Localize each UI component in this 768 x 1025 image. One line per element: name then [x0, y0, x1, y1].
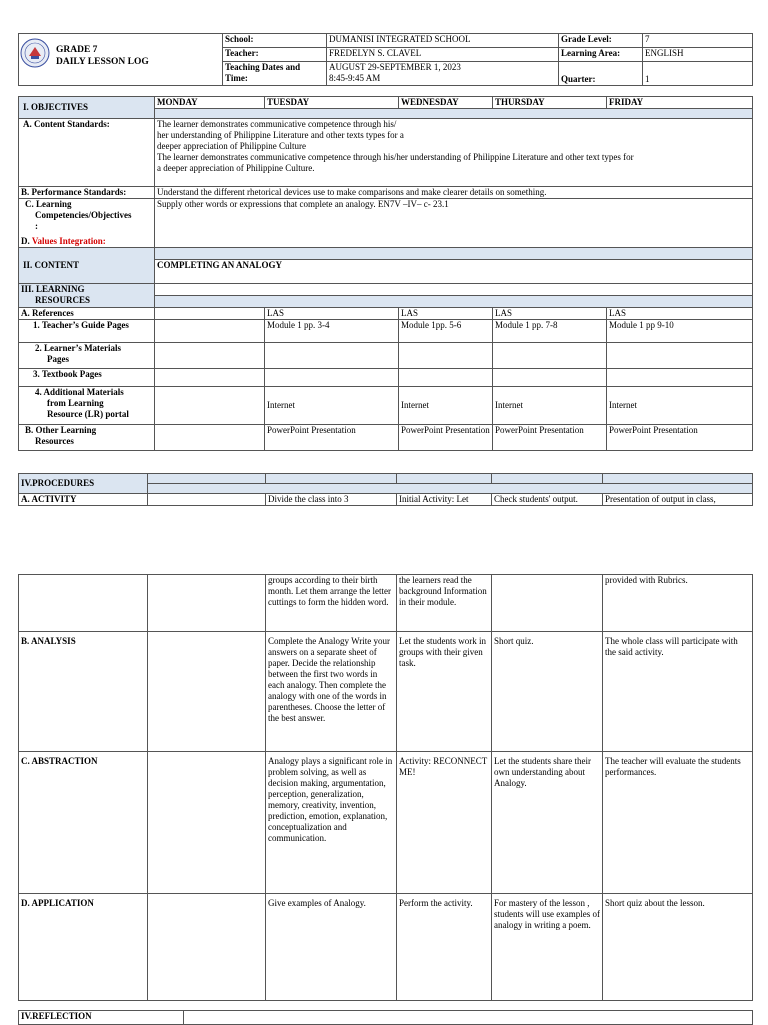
additional-mon: [155, 387, 265, 425]
procedures-band: [148, 484, 753, 494]
resources-heading: [19, 284, 155, 308]
additional-label-line: Resource (LR) portal: [47, 409, 129, 419]
proc-head-mon: [148, 474, 266, 484]
lm-wed: [399, 343, 493, 369]
quarter-label: Quarter:: [559, 62, 643, 86]
additional-wed: Internet: [399, 387, 493, 425]
dates-value: [327, 62, 559, 86]
content-band: [155, 248, 753, 260]
abstraction-fri: The teacher will evaluate the students performances.: [603, 752, 753, 894]
tb-wed: [399, 369, 493, 387]
tb-thu: [493, 369, 607, 387]
tg-label: 1. Teacher’s Guide Pages: [19, 320, 155, 343]
tg-tue: Module 1 pp. 3-4: [265, 320, 399, 343]
lm-mon: [155, 343, 265, 369]
lm-fri: [607, 343, 753, 369]
references-fri: LAS: [607, 308, 753, 320]
other-resources-label-line: Resources: [35, 436, 74, 446]
tb-label: 3. Textbook Pages: [19, 369, 155, 387]
proc-head-wed: [397, 474, 492, 484]
additional-label-line: from Learning: [47, 398, 104, 408]
objectives-heading: I. OBJECTIVES: [19, 97, 155, 119]
objectives-band: [155, 109, 753, 119]
performance-standards-label: B. Performance Standards:: [19, 187, 155, 199]
content-line: The learner demonstrates communicative competence through his/: [157, 119, 397, 129]
tg-thu: Module 1 pp. 7-8: [493, 320, 607, 343]
application-tue: Give examples of Analogy.: [266, 894, 397, 1001]
lesson-table-top: [18, 96, 753, 451]
grade-label: Grade Level:: [559, 34, 643, 48]
content-value: COMPLETING AN ANALOGY: [155, 260, 753, 284]
content-standards-value: [155, 119, 753, 187]
analysis-mon: [148, 632, 266, 752]
area-value: ENGLISH: [643, 48, 753, 62]
header-info-table: [18, 33, 753, 86]
lm-label-line: 2. Learner’s Materials: [35, 343, 122, 353]
competencies-label-line: C. Learning: [25, 199, 72, 209]
lm-thu: [493, 343, 607, 369]
day-tuesday: TUESDAY: [265, 97, 399, 109]
content-line: deeper appreciation of Philippine Culture: [157, 141, 306, 151]
abstraction-thu: Let the students share their own understanding about Analogy.: [492, 752, 603, 894]
abstraction-label: C. ABSTRACTION: [19, 752, 148, 894]
dates-line: AUGUST 29-SEPTEMBER 1, 2023: [329, 62, 461, 72]
other-wed: PowerPoint Presentation: [399, 425, 493, 451]
analysis-thu: Short quiz.: [492, 632, 603, 752]
abstraction-mon: [148, 752, 266, 894]
additional-label-line: 4. Additional Materials: [35, 387, 124, 397]
quarter-value: 1: [643, 62, 753, 86]
reflection-table: [18, 1010, 753, 1025]
day-monday: MONDAY: [155, 97, 265, 109]
reflection-heading: IV.REFLECTION: [19, 1011, 184, 1025]
tg-fri: Module 1 pp 9-10: [607, 320, 753, 343]
procedures-heading: IV.PROCEDURES: [19, 474, 148, 494]
application-label: D. APPLICATION: [19, 894, 148, 1001]
resources-band: [155, 296, 753, 308]
values-prefix: D.: [21, 236, 30, 246]
competencies-label-line: :: [35, 221, 38, 231]
other-resources-label-line: B. Other Learning: [25, 425, 97, 435]
lm-tue: [265, 343, 399, 369]
other-thu: PowerPoint Presentation: [493, 425, 607, 451]
tg-wed: Module 1pp. 5-6: [399, 320, 493, 343]
activity-cont-fri: provided with Rubrics.: [603, 575, 753, 632]
additional-fri: Internet: [607, 387, 753, 425]
activity-tue: Divide the class into 3: [266, 494, 397, 506]
teacher-label: Teacher:: [223, 48, 327, 62]
abstraction-wed: Activity: RECONNECT ME!: [397, 752, 492, 894]
school-value: DUMANISI INTEGRATED SCHOOL: [327, 34, 559, 48]
day-wednesday: WEDNESDAY: [399, 97, 493, 109]
school-label: School:: [223, 34, 327, 48]
activity-cont-mon: [148, 575, 266, 632]
resources-heading-line: RESOURCES: [35, 295, 91, 305]
content-line: her understanding of Philippine Literature and other texts types for a: [157, 130, 404, 140]
procedures-table-bottom: [18, 574, 753, 1001]
performance-standards-value: Understand the different rhetorical devices use to make comparisons and make clearer details on something.: [155, 187, 753, 199]
additional-tue: Internet: [265, 387, 399, 425]
references-thu: LAS: [493, 308, 607, 320]
lm-label: [19, 343, 155, 369]
activity-cont-wed: the learners read the background Information in their module.: [397, 575, 492, 632]
analysis-tue: Complete the Analogy Write your answers on a separate sheet of paper. Decide the relationship between the first two words in each analogy. Then complete the analogy with one of the words in parentheses. Choose the letter of the best answer.: [266, 632, 397, 752]
analysis-label: B. ANALYSIS: [19, 632, 148, 752]
content-line: a deeper appreciation of Philippine Culture.: [157, 163, 315, 173]
activity-thu: Check students' output.: [492, 494, 603, 506]
grade-value: 7: [643, 34, 753, 48]
competencies-value: Supply other words or expressions that complete an analogy. EN7V –IV– c- 23.1: [155, 199, 753, 248]
procedures-table-top: [18, 473, 753, 506]
tb-mon: [155, 369, 265, 387]
analysis-wed: Let the students work in groups with their given task.: [397, 632, 492, 752]
grade-title: GRADE 7: [56, 45, 98, 55]
content-heading: II. CONTENT: [19, 248, 155, 284]
additional-label: [19, 387, 155, 425]
activity-wed: Initial Activity: Let: [397, 494, 492, 506]
resources-heading-line: III. LEARNING: [21, 284, 85, 294]
logo-cell: [19, 34, 223, 86]
application-mon: [148, 894, 266, 1001]
tg-mon: [155, 320, 265, 343]
activity-mon: [148, 494, 266, 506]
values-integration-label: Values Integration:: [31, 236, 106, 246]
competencies-label: [19, 199, 155, 248]
activity-cont-thu: [492, 575, 603, 632]
activity-cont-label: [19, 575, 148, 632]
additional-thu: Internet: [493, 387, 607, 425]
teacher-value: FREDELYN S. CLAVEL: [327, 48, 559, 62]
proc-head-thu: [492, 474, 603, 484]
application-wed: Perform the activity.: [397, 894, 492, 1001]
other-mon: [155, 425, 265, 451]
day-friday: FRIDAY: [607, 97, 753, 109]
time-line: 8:45-9:45 AM: [329, 73, 381, 83]
dates-label: Teaching Dates and Time:: [223, 62, 327, 86]
tb-tue: [265, 369, 399, 387]
references-mon: [155, 308, 265, 320]
references-tue: LAS: [265, 308, 399, 320]
competencies-label-line: Competencies/Objectives: [35, 210, 132, 220]
resources-band-top: [155, 284, 753, 296]
lm-label-line: Pages: [47, 354, 69, 364]
analysis-fri: The whole class will participate with the said activity.: [603, 632, 753, 752]
proc-head-tue: [266, 474, 397, 484]
references-wed: LAS: [399, 308, 493, 320]
activity-label: A. ACTIVITY: [19, 494, 148, 506]
application-fri: Short quiz about the lesson.: [603, 894, 753, 1001]
content-standards-label: A. Content Standards:: [19, 119, 155, 187]
day-thursday: THURSDAY: [493, 97, 607, 109]
reflection-band: [184, 1011, 753, 1025]
references-label: A. References: [19, 308, 155, 320]
other-resources-label: [19, 425, 155, 451]
area-label: Learning Area:: [559, 48, 643, 62]
activity-fri: Presentation of output in class,: [603, 494, 753, 506]
tb-fri: [607, 369, 753, 387]
proc-head-fri: [603, 474, 753, 484]
content-line: The learner demonstrates communicative competence through his/her understanding of Philippine Literature and other text types for: [157, 152, 634, 162]
abstraction-tue: Analogy plays a significant role in problem solving, as well as decision making, argumentation, perception, generalization, memory, creativity, invention, prediction, emotion, explanation, conceptualization and communication.: [266, 752, 397, 894]
other-tue: PowerPoint Presentation: [265, 425, 399, 451]
activity-cont-tue: groups according to their birth month. Let them arrange the letter cuttings to form the hidden word.: [266, 575, 397, 632]
log-title: DAILY LESSON LOG: [56, 57, 149, 67]
other-fri: PowerPoint Presentation: [607, 425, 753, 451]
application-thu: For mastery of the lesson , students will use examples of analogy in writing a poem.: [492, 894, 603, 1001]
